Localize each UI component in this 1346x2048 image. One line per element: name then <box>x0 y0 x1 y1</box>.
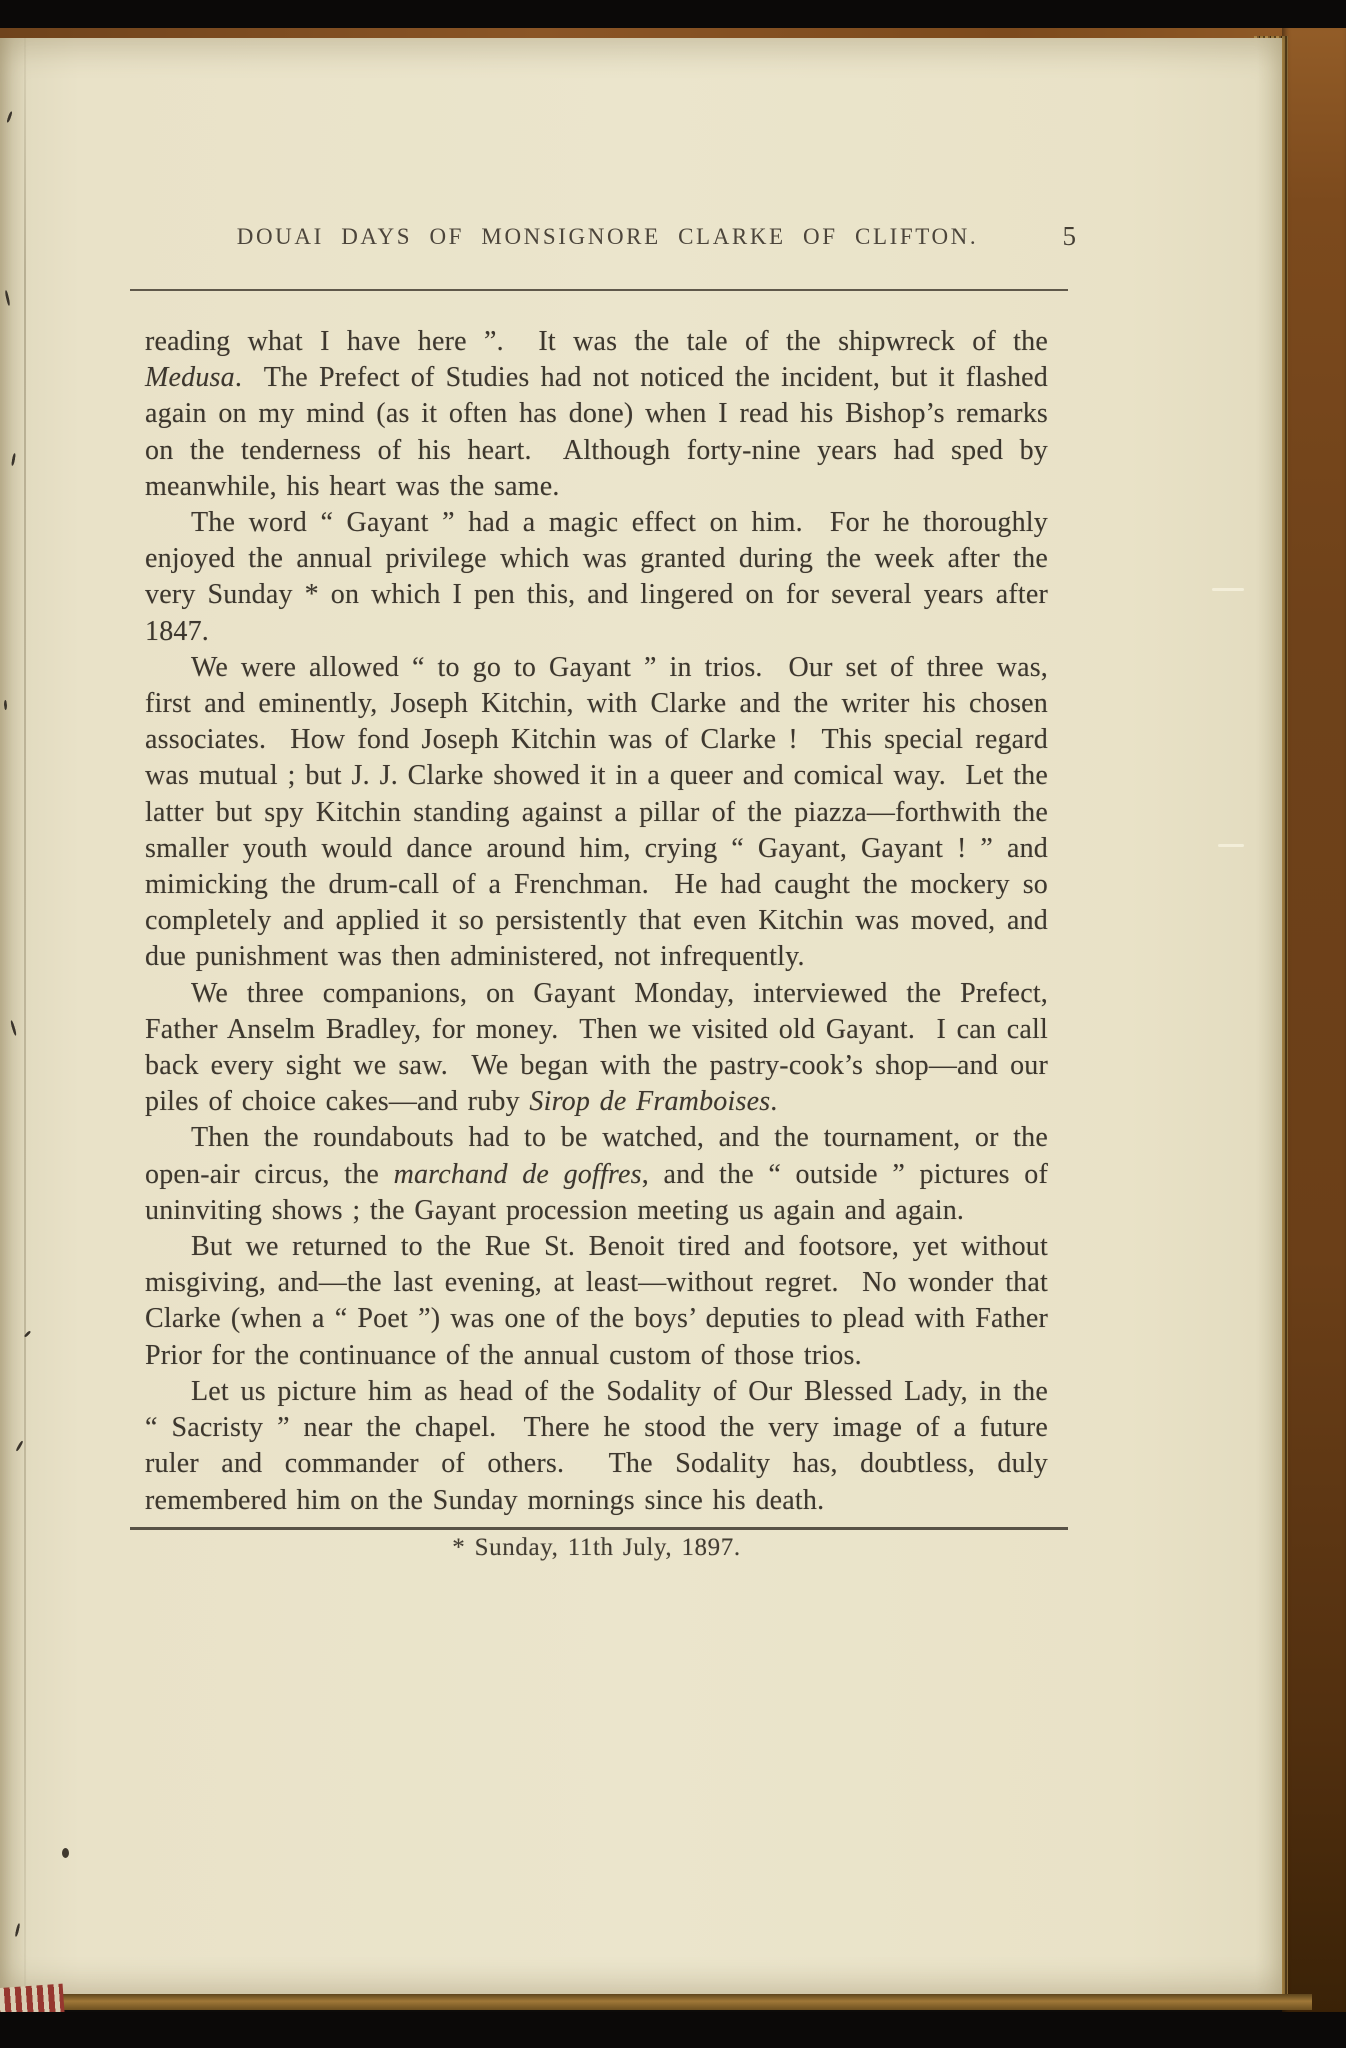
footnote-text: * Sunday, 11th July, 1897. <box>452 1533 741 1561</box>
page-blemish <box>15 1923 21 1937</box>
book-page <box>0 38 1282 1996</box>
paragraph: We were allowed “ to go to Gayant ” in trios. Our set of three was, first and eminently, Joseph Kitchin, with Clarke and the writer his chosen associates. How fond Joseph Kitchin was of Clarke ! This special regard was mutual ; but J. J. Clarke showed it in a queer and comical way. Let the latter but spy Kitchin standing against a pillar of the piazza—forthwith the smaller youth would dance around him, crying “ Gayant, Gayant ! ” and mimicking the drum-call of a Frenchman. He had caught the mockery so completely and applied it so persistently that even Kitchin was moved, and due punishment was then administered, not infrequently. <box>145 651 1048 973</box>
paragraph: We three companions, on Gayant Monday, interviewed the Prefect, Father Anselm Bradley, for money. Then we visited old Gayant. I can call back every sight we saw. We began with the pastry-cook’s shop—and our piles of choice cakes—and ruby Sirop de Framboises. <box>145 977 1048 1118</box>
page-blemish <box>15 1440 23 1452</box>
page-blemish <box>6 111 13 123</box>
paragraph: Then the roundabouts had to be watched, and the tournament, or the open-air circus, the marchand de goffres, and the “ outside ” pictures of uninviting shows ; the Gayant procession meeting us again and again. <box>145 1122 1049 1226</box>
paragraph: The word “ Gayant ” had a magic effect on him. For he thoroughly enjoyed the annual privilege which was granted during the week after the very Sunday * on which I pen this, and lingered on for several years after 1847. <box>145 507 1048 647</box>
running-head <box>145 221 1076 251</box>
gutter-crease <box>24 38 26 1996</box>
body-text <box>145 324 1048 1566</box>
scan-border-bottom <box>0 2012 1346 2048</box>
paragraph: reading what I have here ”. It was the tale of the shipwreck of the Medusa. The Prefect of Studies had not noticed the incident, but it flashed again on my mind (as it often has done) when I read his Bishop’s remarks on the tenderness of his heart. Although forty-nine years had sped by meanwhile, his heart was the same. <box>145 326 1048 502</box>
paragraph: But we returned to the Rue St. Benoit tired and footsore, yet without misgiving, and—the last evening, at least—without regret. No wonder that Clarke (when a “ Poet ”) was one of the boys’ deputies to plead with Father Prior for the continuance of the annual custom of those trios. <box>145 1231 1048 1371</box>
leather-cover <box>1282 24 1346 2016</box>
page-number: 5 <box>1062 221 1076 251</box>
scan-border-top <box>0 0 1346 28</box>
page-scratch <box>1212 588 1244 591</box>
gilt-edge-bottom <box>56 1994 1312 2010</box>
page-blemish <box>62 1848 69 1858</box>
page-scratch <box>1218 844 1244 847</box>
page-blemish <box>4 290 11 306</box>
header-rule <box>130 289 1068 291</box>
paragraph: Let us picture him as head of the Sodality of Our Blessed Lady, in the “ Sacristy ” near the chapel. There he stood the very image of a future ruler and commander of others. The Sodality has, doubtless, duly remembered him on the Sunday mornings since his death. <box>145 1375 1048 1516</box>
page-blemish <box>4 700 8 710</box>
page-blemish <box>11 453 16 466</box>
page-blemish <box>10 1020 18 1036</box>
page-title: DOUAI DAYS OF MONSIGNORE CLARKE OF CLIFTON. <box>236 224 979 249</box>
